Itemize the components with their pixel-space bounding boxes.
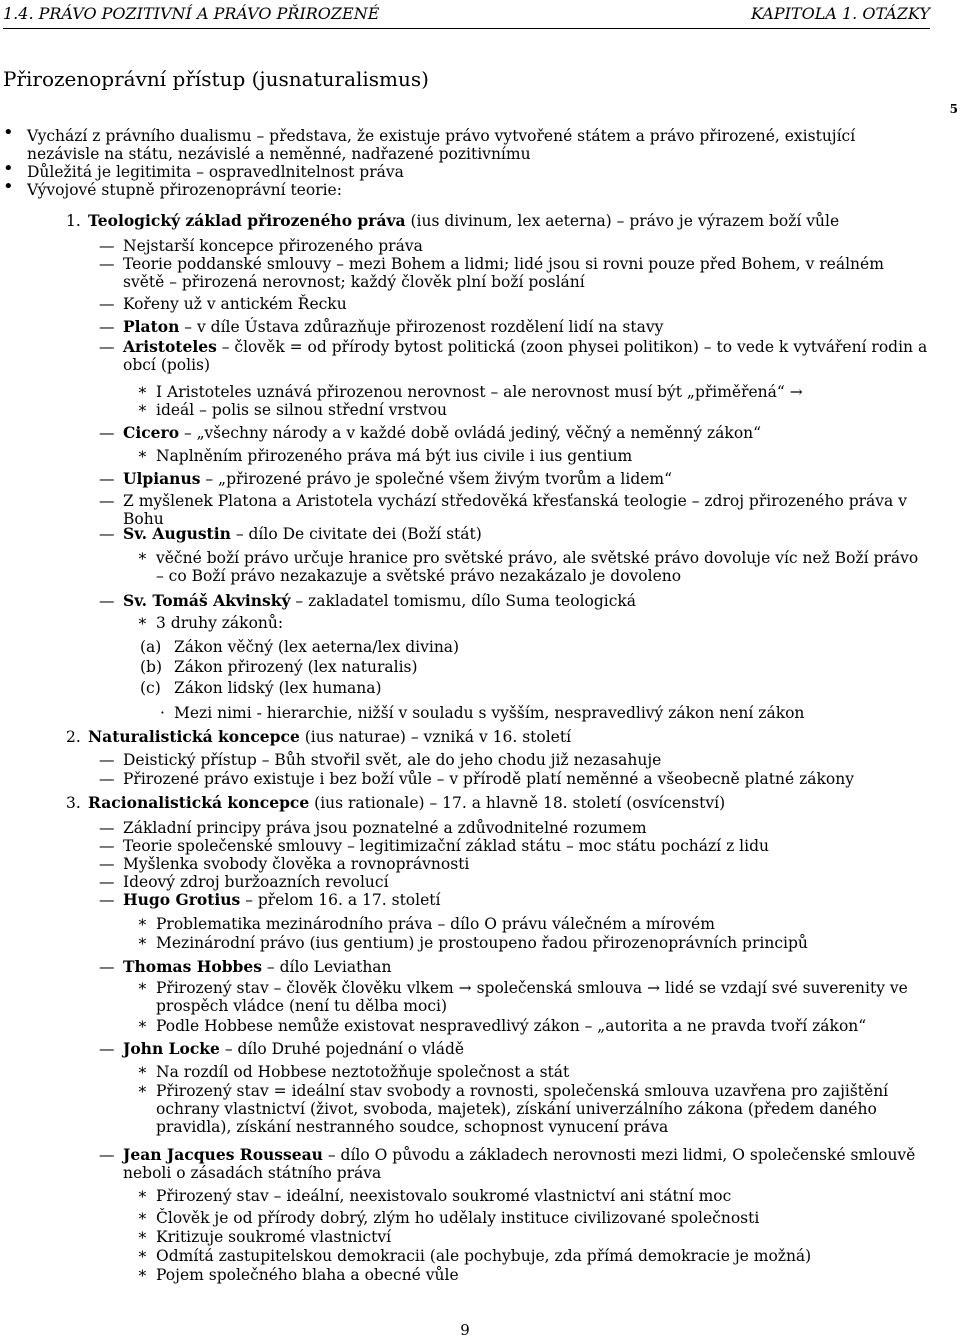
item-body: – dílo Leviathan xyxy=(261,958,392,976)
item-body: (ius naturae) – vzniká v 16. století xyxy=(299,728,572,746)
list-item xyxy=(137,1245,930,1265)
numbered-item xyxy=(66,728,930,746)
list-item xyxy=(140,638,930,656)
bullet-item xyxy=(3,122,930,163)
list-item xyxy=(99,237,930,255)
item-text xyxy=(66,212,930,230)
item-heading: Thomas Hobbes xyxy=(123,957,262,976)
item-text xyxy=(156,383,803,401)
item-body: – dílo O původu a základech nerovnosti mezi lidmi, O společenské smlouvě neboli o zásadách státního práva xyxy=(123,1146,916,1182)
list-item xyxy=(137,399,930,419)
item-text xyxy=(156,1209,759,1227)
item-body: Přirozený stav = ideální stav svobody a rovnosti, společenská smlouva uzavřena pro zajištění ochrany vlastnictví (život, svoboda, majetek), získání univerzálního zákona (předem daného pravidla), získání nestranného soudce, schopnost vynucení práva xyxy=(156,1082,889,1136)
item-text xyxy=(174,704,804,722)
item-text xyxy=(156,549,918,585)
list-marker: ∗ xyxy=(137,1061,148,1079)
list-marker: — xyxy=(99,855,115,873)
item-body: – „všechny národy a v každé době ovládá jediný, věčný a neměnný zákon“ xyxy=(179,424,762,442)
item-text xyxy=(123,855,469,873)
list-item xyxy=(99,524,930,543)
list-item xyxy=(137,1264,930,1284)
bullet-item xyxy=(3,158,930,181)
list-marker: — xyxy=(99,470,115,488)
item-text xyxy=(123,470,672,488)
item-text xyxy=(156,401,447,419)
item-body: Nejstarší koncepce přirozeného práva xyxy=(123,237,423,255)
item-body: Pojem společného blaha a obecné vůle xyxy=(156,1266,459,1284)
item-text xyxy=(123,837,769,855)
list-marker: — xyxy=(99,1146,115,1164)
item-body: Teorie poddanské smlouvy – mezi Bohem a lidmi; lidé jsou si rovni pouze před Bohem, v reálném světě – přirozená nerovnost; každý člověk plní boží poslání xyxy=(123,255,884,291)
item-body: Naplněním přirozeného práva má být ius civile i ius gentium xyxy=(156,447,633,465)
list-item xyxy=(99,819,930,837)
list-marker: • xyxy=(3,122,14,143)
item-text xyxy=(156,1247,811,1265)
list-item xyxy=(137,1080,930,1136)
bullet-item xyxy=(3,176,930,199)
list-item xyxy=(99,295,930,313)
item-body: Ideový zdroj buržoazních revolucí xyxy=(123,873,389,891)
list-item xyxy=(137,977,930,1015)
item-heading: Ulpianus xyxy=(123,469,201,488)
item-text xyxy=(123,873,389,891)
item-text xyxy=(123,338,927,374)
item-body: Zákon lidský (lex humana) xyxy=(174,679,382,697)
list-item xyxy=(99,591,930,610)
list-marker: — xyxy=(99,819,115,837)
item-text xyxy=(156,934,808,952)
list-marker: — xyxy=(99,751,115,769)
item-body: Zákon přirozený (lex naturalis) xyxy=(174,658,418,676)
item-body: Kritizuje soukromé vlastnictví xyxy=(156,1228,392,1246)
item-body: Problematika mezinárodního práva – dílo O právu válečném a mírovém xyxy=(156,915,715,933)
list-item xyxy=(137,381,930,401)
item-text xyxy=(27,127,855,163)
item-body: – zakladatel tomismu, dílo Suma teologická xyxy=(290,592,637,610)
item-text xyxy=(123,751,661,769)
item-body: Mezi nimi - hierarchie, nižší v souladu s vyšším, nespravedlivý zákon není zákon xyxy=(174,704,805,722)
item-heading: Aristoteles xyxy=(123,337,217,356)
list-item xyxy=(99,770,930,788)
list-item xyxy=(99,337,930,374)
item-body: – člověk = od přírody bytost politická (zoon physei politikon) – to vede k vytváření rodin a obcí (polis) xyxy=(123,338,928,374)
item-text xyxy=(156,1228,391,1246)
item-heading: John Locke xyxy=(123,1039,220,1058)
item-text xyxy=(123,525,482,543)
item-body: Základní principy práva jsou poznatelné a zdůvodnitelné rozumem xyxy=(123,819,647,837)
item-text xyxy=(156,1187,731,1205)
item-body: (ius divinum, lex aeterna) – právo je výrazem boží vůle xyxy=(405,212,840,230)
item-heading: Sv. Tomáš Akvinský xyxy=(123,591,291,610)
list-marker: — xyxy=(99,770,115,788)
item-heading: Jean Jacques Rousseau xyxy=(123,1145,323,1164)
list-item xyxy=(137,1185,930,1205)
item-text xyxy=(123,958,392,976)
list-item xyxy=(99,837,930,855)
item-heading: Sv. Augustin xyxy=(123,524,231,543)
item-text xyxy=(27,181,342,199)
item-text xyxy=(174,638,459,656)
item-body: ideál – polis se silnou střední vrstvou xyxy=(156,401,448,419)
list-item xyxy=(99,423,930,442)
list-marker: 2. xyxy=(66,728,81,746)
item-text xyxy=(174,679,382,697)
header-chapter: KAPITOLA 1. OTÁZKY xyxy=(750,4,930,23)
list-marker: 3. xyxy=(66,794,81,812)
list-item xyxy=(99,255,930,291)
list-marker: ∗ xyxy=(137,1264,148,1282)
list-marker: ∗ xyxy=(137,1245,148,1263)
list-item xyxy=(99,873,930,891)
list-item xyxy=(137,913,930,933)
list-item xyxy=(99,492,930,528)
numbered-item xyxy=(66,794,930,812)
item-text xyxy=(156,1063,569,1081)
list-marker: ∗ xyxy=(137,547,148,565)
item-body: – dílo De civitate dei (Boží stát) xyxy=(230,525,482,543)
list-item xyxy=(99,469,930,488)
header-rule xyxy=(3,28,930,29)
list-marker: · xyxy=(160,704,165,722)
list-item xyxy=(137,932,930,952)
item-text xyxy=(123,255,884,291)
item-text xyxy=(156,1082,888,1136)
item-text xyxy=(123,318,663,336)
item-text xyxy=(123,237,423,255)
item-body: Vývojové stupně přirozenoprávní teorie: xyxy=(27,181,342,199)
item-body: I Aristoteles uznává přirozenou nerovnost – ale nerovnost musí být „přiměřená“ → xyxy=(156,383,803,401)
item-text xyxy=(123,819,647,837)
list-item xyxy=(137,612,930,632)
item-text xyxy=(123,891,440,909)
list-marker: — xyxy=(99,338,115,356)
item-body: – přelom 16. a 17. století xyxy=(240,891,441,909)
item-body: Odmítá zastupitelskou demokracii (ale pochybuje, zda přímá demokracie je možná) xyxy=(156,1247,812,1265)
margin-number: 5 xyxy=(949,102,958,116)
item-heading: Naturalistická koncepce xyxy=(88,727,300,746)
list-marker: ∗ xyxy=(137,1015,148,1033)
list-marker: — xyxy=(99,237,115,255)
list-marker: ∗ xyxy=(137,1207,148,1225)
list-item xyxy=(140,658,930,676)
item-heading: Teologický základ přirozeného práva xyxy=(88,211,406,230)
list-marker: ∗ xyxy=(137,445,148,463)
item-body: Důležitá je legitimita – ospravedlnitelnost práva xyxy=(27,163,404,181)
list-marker: • xyxy=(3,176,14,197)
list-marker: • xyxy=(3,158,14,179)
list-marker: ∗ xyxy=(137,1080,148,1098)
section-title: Přirozenoprávní přístup (jusnaturalismus) xyxy=(3,67,429,91)
item-body: (ius rationale) – 17. a hlavně 18. století (osvícenství) xyxy=(309,794,726,812)
list-marker: ∗ xyxy=(137,1226,148,1244)
list-marker: — xyxy=(99,891,115,909)
list-marker: — xyxy=(99,837,115,855)
item-body: Mezinárodní právo (ius gentium) je prostoupeno řadou přirozenoprávních principů xyxy=(156,934,808,952)
list-item xyxy=(99,1039,930,1058)
list-item xyxy=(137,445,930,465)
list-marker: — xyxy=(99,318,115,336)
item-body: 3 druhy zákonů: xyxy=(156,614,284,632)
list-marker: ∗ xyxy=(137,381,148,399)
item-body: Na rozdíl od Hobbese neztotožňuje společnost a stát xyxy=(156,1063,570,1081)
list-marker: — xyxy=(99,1040,115,1058)
list-marker: — xyxy=(99,592,115,610)
list-marker: ∗ xyxy=(137,612,148,630)
list-marker: ∗ xyxy=(137,932,148,950)
item-body: Z myšlenek Platona a Aristotela vychází středověká křesťanská teologie – zdroj přirozeného práva v Bohu xyxy=(123,492,907,528)
running-header xyxy=(3,5,930,23)
item-body: Podle Hobbese nemůže existovat nespravedlivý zákon – „autorita a ne pravda tvoří zákon“ xyxy=(156,1017,867,1035)
item-text xyxy=(156,1266,459,1284)
list-item xyxy=(137,1061,930,1081)
page-number: 9 xyxy=(460,1321,470,1339)
item-heading: Platon xyxy=(123,317,180,336)
item-text xyxy=(123,592,636,610)
list-marker: 1. xyxy=(66,212,81,230)
item-text xyxy=(123,1146,915,1182)
item-body: Přirozený stav – ideální, neexistovalo soukromé vlastnictví ani státní moc xyxy=(156,1187,732,1205)
item-heading: Hugo Grotius xyxy=(123,890,241,909)
item-body: věčné boží právo určuje hranice pro světské právo, ale světské právo dovoluje víc než Boží právo – co Boží právo nezakazuje a světské právo nezakázalo je dovoleno xyxy=(156,549,919,585)
item-body: Zákon věčný (lex aeterna/lex divina) xyxy=(174,638,460,656)
item-body: Vychází z právního dualismu – představa, že existuje právo vytvořené státem a právo přirozené, existující nezávisle na státu, nezávislé a neměnné, nadřazené pozitivnímu xyxy=(27,127,856,163)
item-heading: Cicero xyxy=(123,423,180,442)
list-item xyxy=(137,1015,930,1035)
list-marker: — xyxy=(99,492,115,510)
item-body: – v díle Ústava zdůrazňuje přirozenost rozdělení lidí na stavy xyxy=(179,318,664,336)
item-body: Deistický přístup – Bůh stvořil svět, ale do jeho chodu již nezasahuje xyxy=(123,751,662,769)
list-item xyxy=(160,704,930,722)
list-marker: — xyxy=(99,958,115,976)
list-item xyxy=(99,751,930,769)
list-marker: ∗ xyxy=(137,399,148,417)
item-text xyxy=(174,658,418,676)
list-marker: — xyxy=(99,424,115,442)
item-text xyxy=(156,614,283,632)
item-text xyxy=(123,770,854,788)
list-marker: ∗ xyxy=(137,977,148,995)
item-body: Myšlenka svobody člověka a rovnoprávnosti xyxy=(123,855,470,873)
item-text xyxy=(66,794,930,812)
list-item xyxy=(99,317,930,336)
list-item xyxy=(137,1207,930,1227)
list-marker: — xyxy=(99,295,115,313)
list-marker: (b) xyxy=(140,658,163,676)
item-text xyxy=(156,447,632,465)
list-marker: ∗ xyxy=(137,913,148,931)
item-heading: Racionalistická koncepce xyxy=(88,793,310,812)
item-body: – „přirozené právo je společné všem živým tvorům a lidem“ xyxy=(200,470,673,488)
item-text xyxy=(27,163,404,181)
list-item xyxy=(137,547,930,585)
item-body: Člověk je od přírody dobrý, zlým ho udělaly instituce civilizované společnosti xyxy=(156,1209,760,1227)
list-item xyxy=(99,890,930,909)
list-marker: ∗ xyxy=(137,1185,148,1203)
item-body: Přirozené právo existuje i bez boží vůle – v přírodě platí neměnné a všeobecně platné zákony xyxy=(123,770,854,788)
item-body: – dílo Druhé pojednání o vládě xyxy=(219,1040,465,1058)
item-text xyxy=(66,728,930,746)
item-body: Přirozený stav – člověk člověku vlkem → společenská smlouva → lidé se vzdají své suverenity ve prospěch vládce (není tu dělba moci) xyxy=(156,979,908,1015)
item-body: Kořeny už v antickém Řecku xyxy=(123,295,347,313)
list-marker: (c) xyxy=(140,679,161,697)
header-section: 1.4. PRÁVO POZITIVNÍ A PRÁVO PŘIROZENÉ xyxy=(3,4,380,23)
item-body: Teorie společenské smlouvy – legitimizační základ státu – moc státu pochází z lidu xyxy=(123,837,769,855)
item-text xyxy=(156,979,908,1015)
list-item xyxy=(137,1226,930,1246)
list-marker: — xyxy=(99,525,115,543)
numbered-item xyxy=(66,212,930,230)
list-item xyxy=(99,957,930,976)
item-text xyxy=(123,295,347,313)
item-text xyxy=(123,424,761,442)
list-item xyxy=(99,855,930,873)
list-item xyxy=(99,1145,930,1182)
item-text xyxy=(123,1040,464,1058)
item-text xyxy=(156,1017,866,1035)
list-marker: (a) xyxy=(140,638,162,656)
list-item xyxy=(140,679,930,697)
list-marker: — xyxy=(99,873,115,891)
list-marker: — xyxy=(99,255,115,273)
item-text xyxy=(156,915,715,933)
item-text xyxy=(123,492,907,528)
